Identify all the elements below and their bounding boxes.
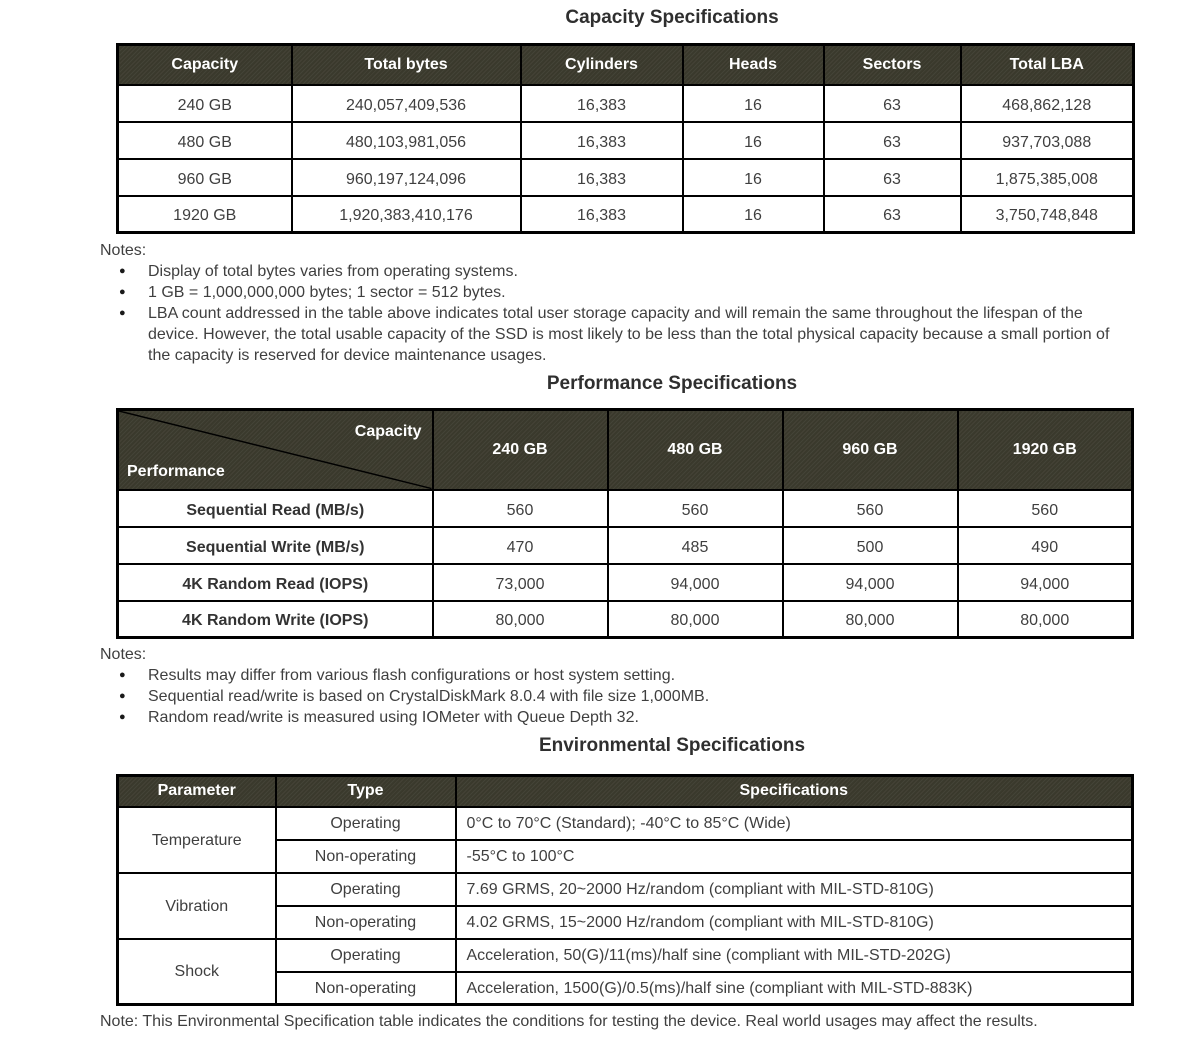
column-header-sectors: Sectors xyxy=(824,45,961,85)
table-row xyxy=(118,196,1134,233)
row-label: 4K Random Read (IOPS) xyxy=(118,564,433,601)
type-cell: Operating xyxy=(276,939,456,972)
table-cell: 63 xyxy=(824,85,961,122)
table-cell: 80,000 xyxy=(608,601,783,638)
table-cell: 960 GB xyxy=(118,159,292,196)
table-cell: 480,103,981,056 xyxy=(292,122,521,159)
table-cell: 16 xyxy=(683,85,824,122)
corner-header-cell xyxy=(118,410,433,490)
table-cell: 63 xyxy=(824,196,961,233)
table-cell: 480 GB xyxy=(118,122,292,159)
type-cell: Non-operating xyxy=(276,972,456,1005)
table-cell: 63 xyxy=(824,122,961,159)
table-cell: 240,057,409,536 xyxy=(292,85,521,122)
table-cell: 3,750,748,848 xyxy=(961,196,1134,233)
note-text: Display of total bytes varies from operating systems. xyxy=(148,263,518,280)
table-cell: 1,920,383,410,176 xyxy=(292,196,521,233)
table-row xyxy=(118,527,1133,564)
table-cell: 73,000 xyxy=(433,564,608,601)
table-cell: 1920 GB xyxy=(118,196,292,233)
performance-table xyxy=(116,408,1134,639)
table-cell: 560 xyxy=(783,490,958,527)
spec-cell: Acceleration, 1500(G)/0.5(ms)/half sine (compliant with MIL-STD-883K) xyxy=(456,972,1133,1005)
table-cell: 16 xyxy=(683,122,824,159)
row-label: Sequential Read (MB/s) xyxy=(118,490,433,527)
row-label: 4K Random Write (IOPS) xyxy=(118,601,433,638)
type-cell: Operating xyxy=(276,873,456,906)
capacity-table xyxy=(116,43,1135,234)
table-cell: 470 xyxy=(433,527,608,564)
note-text: LBA count addressed in the table above indicates total user storage capacity and will remain the same throughout the lifespan of the device. However, the total usable capacity of the SSD is most likely to be less than the total physical capacity because a small portion of the capacity is reserved for device maintenance usages. xyxy=(148,305,1110,364)
section-title-capacity: Capacity Specifications xyxy=(565,7,779,28)
table-cell: 16,383 xyxy=(521,196,683,233)
capacity-notes xyxy=(100,240,1120,366)
corner-label-performance: Performance xyxy=(127,462,225,480)
column-header-cylinders: Cylinders xyxy=(521,45,683,85)
table-cell: 468,862,128 xyxy=(961,85,1134,122)
bullet-icon: ● xyxy=(119,286,126,298)
table-cell: 16,383 xyxy=(521,159,683,196)
column-header-1920gb: 1920 GB xyxy=(958,410,1133,490)
column-header-type: Type xyxy=(276,776,456,807)
column-header-480gb: 480 GB xyxy=(608,410,783,490)
table-cell: 94,000 xyxy=(608,564,783,601)
table-header-row xyxy=(118,410,1133,490)
table-cell: 16 xyxy=(683,196,824,233)
table-cell: 500 xyxy=(783,527,958,564)
bullet-icon: ● xyxy=(119,307,126,319)
table-cell: 94,000 xyxy=(783,564,958,601)
note-text: Random read/write is measured using IOMeter with Queue Depth 32. xyxy=(148,709,639,726)
section-title-performance: Performance Specifications xyxy=(546,373,798,394)
spec-cell: 7.69 GRMS, 20~2000 Hz/random (compliant with MIL-STD-810G) xyxy=(456,873,1133,906)
column-header-240gb: 240 GB xyxy=(433,410,608,490)
parameter-cell: Vibration xyxy=(118,873,276,939)
table-cell: 80,000 xyxy=(958,601,1133,638)
column-header-960gb: 960 GB xyxy=(783,410,958,490)
note-text: Sequential read/write is based on CrystalDiskMark 8.0.4 with file size 1,000MB. xyxy=(148,688,710,705)
table-cell: 960,197,124,096 xyxy=(292,159,521,196)
note-text: 1 GB = 1,000,000,000 bytes; 1 sector = 512 bytes. xyxy=(148,284,506,301)
list-item xyxy=(100,261,1120,282)
bullet-icon: ● xyxy=(119,711,126,723)
column-header-heads: Heads xyxy=(683,45,824,85)
table-header-row xyxy=(118,45,1134,85)
type-cell: Non-operating xyxy=(276,906,456,939)
table-cell: 560 xyxy=(958,490,1133,527)
table-cell: 80,000 xyxy=(433,601,608,638)
row-label: Sequential Write (MB/s) xyxy=(118,527,433,564)
list-item xyxy=(100,665,1120,686)
corner-label-capacity: Capacity xyxy=(354,423,422,440)
table-row xyxy=(118,873,1133,906)
list-item xyxy=(100,282,1120,303)
table-cell: 80,000 xyxy=(783,601,958,638)
table-cell: 937,703,088 xyxy=(961,122,1134,159)
table-row xyxy=(118,564,1133,601)
list-item xyxy=(100,303,1120,366)
table-row xyxy=(118,122,1134,159)
table-header-row xyxy=(118,776,1133,807)
environmental-table xyxy=(116,774,1134,1006)
bullet-icon: ● xyxy=(119,690,126,702)
spec-cell: Acceleration, 50(G)/11(ms)/half sine (compliant with MIL-STD-202G) xyxy=(456,939,1133,972)
column-header-specifications: Specifications xyxy=(456,776,1133,807)
table-row xyxy=(118,85,1134,122)
spec-cell: 4.02 GRMS, 15~2000 Hz/random (compliant with MIL-STD-810G) xyxy=(456,906,1133,939)
column-header-total-bytes: Total bytes xyxy=(292,45,521,85)
bullet-icon: ● xyxy=(119,669,126,681)
table-row xyxy=(118,807,1133,840)
table-row xyxy=(118,159,1134,196)
table-row xyxy=(118,490,1133,527)
table-cell: 1,875,385,008 xyxy=(961,159,1134,196)
spec-cell: -55°C to 100°C xyxy=(456,840,1133,873)
column-header-parameter: Parameter xyxy=(118,776,276,807)
spec-cell: 0°C to 70°C (Standard); -40°C to 85°C (Wide) xyxy=(456,807,1133,840)
column-header-capacity: Capacity xyxy=(118,45,292,85)
table-cell: 63 xyxy=(824,159,961,196)
column-header-total-lba: Total LBA xyxy=(961,45,1134,85)
table-row xyxy=(118,939,1133,972)
list-item xyxy=(100,707,1120,728)
table-cell: 94,000 xyxy=(958,564,1133,601)
table-row xyxy=(118,601,1133,638)
type-cell: Non-operating xyxy=(276,840,456,873)
parameter-cell: Temperature xyxy=(118,807,276,873)
notes-label: Notes: xyxy=(100,646,147,663)
note-text: Results may differ from various flash configurations or host system setting. xyxy=(148,667,676,684)
table-cell: 240 GB xyxy=(118,85,292,122)
table-cell: 485 xyxy=(608,527,783,564)
table-cell: 16 xyxy=(683,159,824,196)
bullet-icon: ● xyxy=(119,265,126,277)
table-cell: 16,383 xyxy=(521,122,683,159)
list-item xyxy=(100,686,1120,707)
table-cell: 490 xyxy=(958,527,1133,564)
table-cell: 560 xyxy=(433,490,608,527)
notes-label: Notes: xyxy=(100,242,147,259)
parameter-cell: Shock xyxy=(118,939,276,1005)
type-cell: Operating xyxy=(276,807,456,840)
section-title-environmental: Environmental Specifications xyxy=(538,735,806,756)
environmental-note: Note: This Environmental Specification table indicates the conditions for testing the device. Real world usages may affect the results. xyxy=(100,1013,1038,1030)
performance-notes xyxy=(100,644,1120,728)
table-cell: 16,383 xyxy=(521,85,683,122)
table-cell: 560 xyxy=(608,490,783,527)
